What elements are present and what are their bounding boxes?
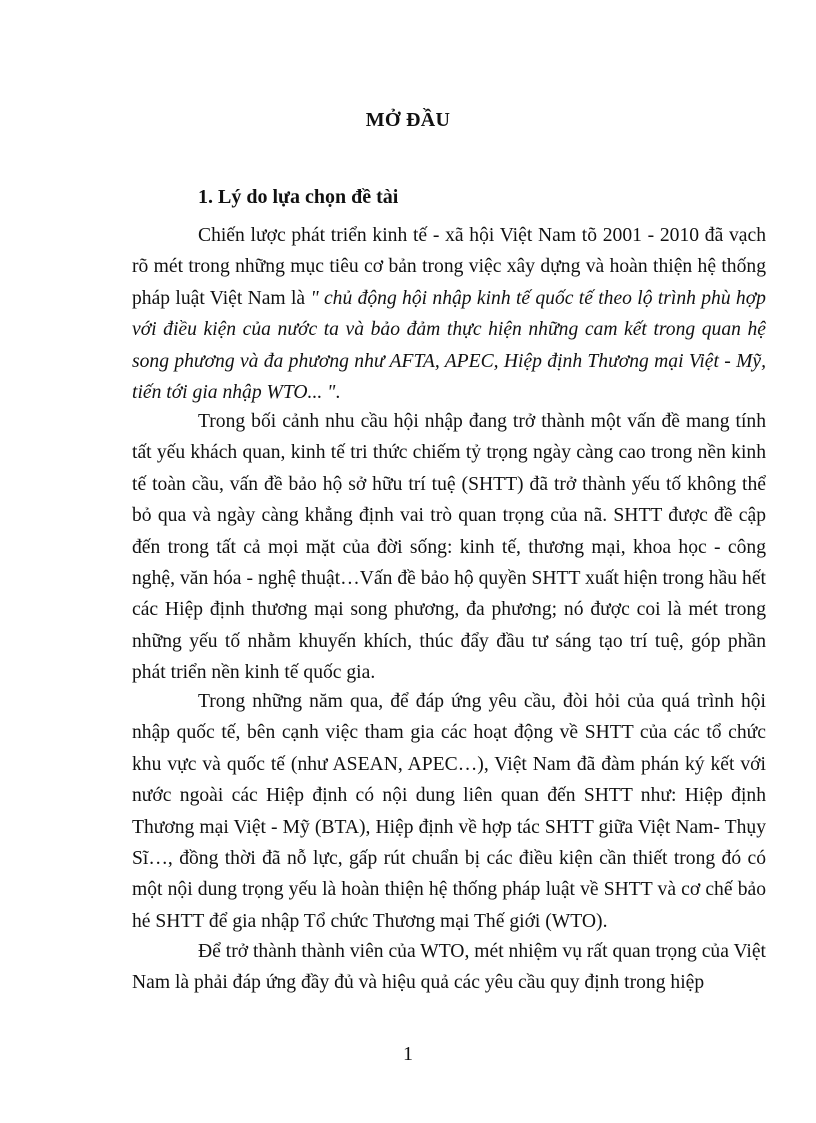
page-title: MỞ ĐẦU (365, 109, 451, 131)
paragraph-1-end: . (335, 382, 341, 404)
paragraph-1-lead: Chiến lược phát triển kinh tế - xã hội Việt Nam tõ 2001 - 2010 đã vạch rõ mét trong những mục tiêu cơ bản trong việc xây dựng và hoàn thiện hệ thống pháp luật Việt Nam là (132, 225, 766, 309)
paragraph-1-quote: " chủ động hội nhập kinh tế quốc tế theo lộ trình phù hợp với điều kiện của nước ta và bảo đảm thực hiện những cam kết trong quan hệ song phương và đa phương như AFTA, APEC, Hiệp định Thương mại Việt - Mỹ, tiến tới gia nhập WTO... " (132, 287, 766, 404)
paragraph-2: Trong bối cảnh nhu cầu hội nhập đang trở thành một vấn đề mang tính tất yếu khách quan, kinh tế tri thức chiếm tỷ trọng ngày càng cao trong nền kinh tế toàn cầu, vấn đề bảo hộ sở hữu trí tuệ (SHTT) đã trở thành yếu tố không thể bỏ qua và ngày càng khẳng định vai trò quan trọng của nã. SHTT được đề cập đến trong tất cả mọi mặt của đời sống: kinh tế, thương mại, khoa học - công nghệ, văn hóa - nghệ thuật…Vấn đề bảo hộ quyền SHTT xuất hiện trong hầu hết các Hiệp định thương mại song phương, đa phương; nó được coi là mét trong những yếu tố nhằm khuyến khích, thúc đẩy đầu tư sáng tạo trí tuệ, góp phần phát triển nền kinh tế quốc gia. (132, 411, 766, 684)
paragraph-1 (132, 220, 766, 408)
page-number: 1 (403, 1043, 413, 1065)
paragraph-4: Để trở thành thành viên của WTO, mét nhiệm vụ rất quan trọng của Việt Nam là phải đáp ứng đầy đủ và hiệu quả các yêu cầu quy định trong hiệp (132, 941, 766, 994)
section-heading: 1. Lý do lựa chọn đề tài (198, 186, 399, 208)
paragraph-3: Trong những năm qua, để đáp ứng yêu cầu, đòi hỏi của quá trình hội nhập quốc tế, bên cạnh việc tham gia các hoạt động về SHTT của các tổ chức khu vực và quốc tế (như ASEAN, APEC…), Việt Nam đã đàm phán ký kết với nước ngoài các Hiệp định có nội dung liên quan đến SHTT như: Hiệp định Thương mại Việt - Mỹ (BTA), Hiệp định về hợp tác SHTT giữa Việt Nam- Thụy Sĩ…, đồng thời đã nỗ lực, gấp rút chuẩn bị các điều kiện cần thiết trong đó có một nội dung trọng yếu là hoàn thiện hệ thống pháp luật về SHTT và cơ chế bảo hé SHTT để gia nhập Tổ chức Thương mại Thế giới (WTO). (132, 691, 766, 932)
